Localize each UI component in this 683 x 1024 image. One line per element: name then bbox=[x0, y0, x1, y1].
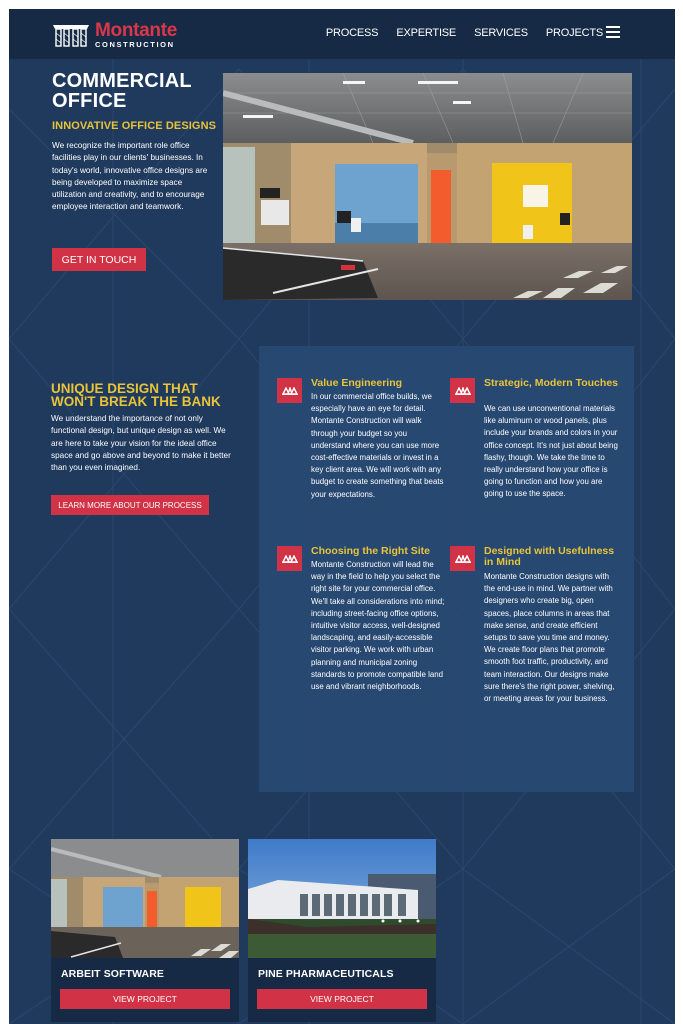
main-nav bbox=[326, 27, 603, 39]
feature-body: Montante Construction designs with the end-use in mind. We partner with designers who create big, open spaces, place columns in areas that make sense, and create efficient setups to save you time and money. We create floor plans that promote smooth foot traffic, productivity, and team interaction. Our designs make sure there's the right power, shelving, or meeting areas for your business. bbox=[484, 572, 615, 704]
hero-office-image bbox=[223, 73, 632, 300]
bridge-icon bbox=[450, 378, 475, 403]
feature-body: Montante Construction will lead the way in the field to help you select the right site for your commercial office. We'll take all considerations into mind; including street-facing office options, intuitive visitor access, well-designed landscaping, and easily-accessible visitor parking. We work with urban planning and municipal zoning standards to promote compatible land use and vibrant neighborhoods. bbox=[311, 560, 445, 692]
learn-more-process-button[interactable]: LEARN MORE ABOUT OUR PROCESS bbox=[51, 495, 209, 515]
bridge-icon bbox=[277, 378, 302, 403]
logo-bridge-icon bbox=[51, 23, 91, 47]
view-project-button[interactable]: VIEW PROJECT bbox=[60, 989, 230, 1009]
unique-design-heading: UNIQUE DESIGN THAT WON'T BREAK THE BANK bbox=[51, 381, 221, 409]
project-name: PINE PHARMACEUTICALS bbox=[258, 968, 394, 980]
view-project-button[interactable]: VIEW PROJECT bbox=[257, 989, 427, 1009]
feature-title: Value Engineering bbox=[311, 377, 403, 389]
feature-title: Designed with Usefulness in Mind bbox=[484, 545, 615, 568]
nav-expertise[interactable]: EXPERTISE bbox=[396, 27, 457, 39]
project-name: ARBEIT SOFTWARE bbox=[61, 968, 164, 980]
logo-name: Montante bbox=[95, 20, 178, 41]
nav-process[interactable]: PROCESS bbox=[325, 27, 379, 39]
bridge-icon bbox=[277, 546, 302, 571]
hero-description: We recognize the important role office facilities play in our clients' businesses. In today's world, innovative office designs are being developed to maximize space utilization and creativity, and to encourage employee interaction and teamwork. bbox=[52, 141, 208, 212]
bridge-icon bbox=[450, 546, 475, 571]
feature-body: We can use unconventional materials like aluminum or wood panels, plus include your brands and colors in your office concept. It's not just about being flashy, though. We take the time to really understand how your office is going to function and how you are going to use the space. bbox=[484, 404, 618, 499]
project-image[interactable] bbox=[248, 839, 436, 958]
feature-body: In our commercial office builds, we especially have an eye for detail. Montante Construction will walk through your budget so you understand where you can use more cost-effective materials or invest in a key client area. We will work with any budget to create something that beats your expectations. bbox=[311, 392, 444, 499]
page-frame bbox=[9, 9, 675, 1024]
feature-title: Strategic, Modern Touches bbox=[484, 377, 618, 389]
project-card-pine bbox=[248, 839, 436, 1022]
get-in-touch-button[interactable]: GET IN TOUCH bbox=[52, 248, 146, 271]
logo-link[interactable] bbox=[51, 21, 177, 49]
page-title: COMMERCIAL OFFICE bbox=[52, 70, 192, 112]
hamburger-menu-icon[interactable] bbox=[606, 26, 620, 38]
logo-subtitle: CONSTRUCTION bbox=[95, 40, 175, 49]
hero-subtitle: INNOVATIVE OFFICE DESIGNS bbox=[52, 120, 217, 132]
project-card-arbeit bbox=[51, 839, 239, 1022]
nav-services[interactable]: SERVICES bbox=[474, 27, 528, 39]
unique-design-description: We understand the importance of not only functional design, but unique design as well. We are here to take your vision for the ideal office space and go above and beyond to make it better than you even imagined. bbox=[51, 414, 231, 473]
site-header bbox=[9, 9, 675, 59]
nav-projects[interactable]: PROJECTS bbox=[545, 27, 603, 39]
feature-title: Choosing the Right Site bbox=[311, 545, 430, 557]
project-image[interactable] bbox=[51, 839, 239, 958]
